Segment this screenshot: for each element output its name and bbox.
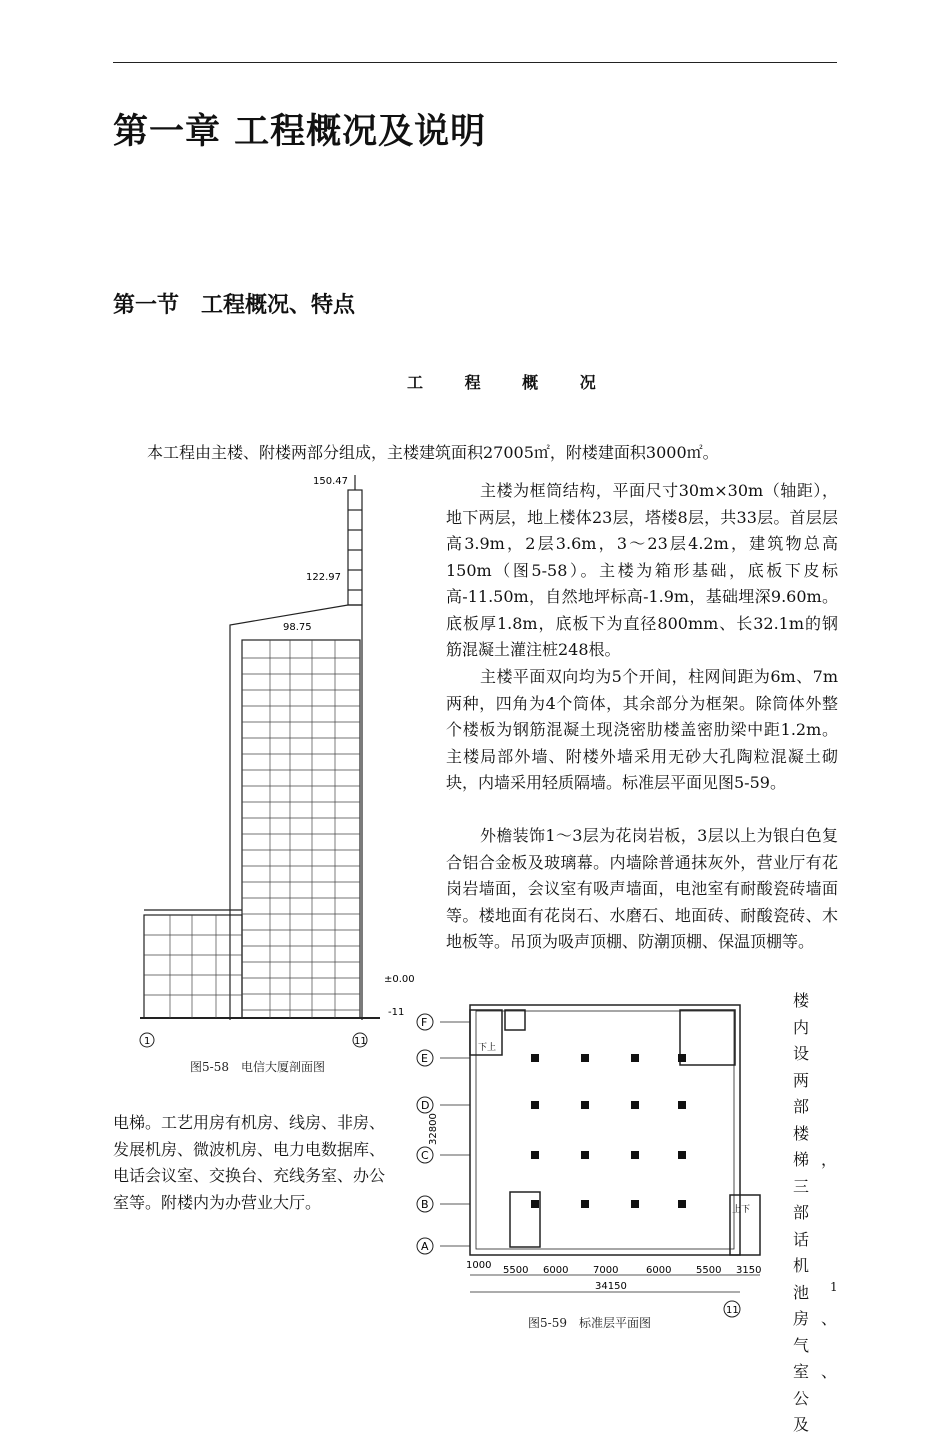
bay-dimension-label: 1000 (466, 1260, 492, 1271)
plan-column (631, 1200, 639, 1208)
elev-tower-label: 122.97 (306, 572, 341, 583)
lift-core-n (505, 1010, 525, 1030)
row-axis-label: C (421, 1149, 429, 1162)
plan-column (678, 1151, 686, 1159)
chapter-title: 第一章 工程概况及说明 (113, 111, 487, 152)
plan-column (531, 1200, 539, 1208)
row-axis-label: F (421, 1016, 428, 1029)
total-depth-label: 32800 (428, 1113, 439, 1145)
plan-column (581, 1200, 589, 1208)
header-rule (113, 62, 837, 63)
plan-column (678, 1200, 686, 1208)
main-tower (242, 640, 360, 1018)
plan-column (678, 1101, 686, 1109)
axis-label-11: 11 (354, 1036, 367, 1047)
plan-column (581, 1101, 589, 1109)
axis-label-11-plan: 11 (726, 1305, 739, 1316)
stair-label-se: 上下 (732, 1205, 751, 1215)
right-column-fragment: 楼内设两部楼梯，三部话机池房、气室、公及 (793, 991, 850, 1434)
axis-label-1: 1 (144, 1036, 151, 1047)
bay-dimension-label: 7000 (593, 1265, 619, 1276)
plan-column (531, 1054, 539, 1062)
plan-column (581, 1151, 589, 1159)
elev-ground-label: ±0.00 (384, 974, 415, 985)
row-axis-label: B (421, 1198, 429, 1211)
core-ne (680, 1010, 735, 1065)
left-column-fragment: 电梯。工艺用房有机房、线房、非房、发展机房、微波机房、电力电数据库、电话会议室、交换台、充线务室、办公室等。附楼内为办营业大厅。 (113, 1113, 386, 1212)
elev-roof-label: 98.75 (283, 622, 312, 633)
figure-5-58-caption: 图5-58 电信大厦剖面图 (190, 1060, 325, 1074)
bay-dimension-label: 5500 (696, 1265, 722, 1276)
elev-top-label: 150.47 (313, 476, 348, 487)
bay-dimension-label: 6000 (646, 1265, 672, 1276)
tower-spire (348, 490, 362, 605)
plan-column (631, 1054, 639, 1062)
figure-5-59-caption: 图5-59 标准层平面图 (528, 1316, 651, 1330)
plan-column (531, 1101, 539, 1109)
page-number: 1 (830, 1280, 838, 1294)
intro-paragraph: 本工程由主楼、附楼两部分组成，主楼建筑面积27005㎡，附楼建面积3000㎡。 (147, 443, 719, 462)
elev-base-label: -11 (388, 1007, 405, 1018)
stair-core-se (730, 1195, 760, 1255)
floor-plan-figure (410, 1000, 770, 1320)
podium-block (144, 915, 242, 1018)
plan-column (581, 1054, 589, 1062)
paragraph-finishes: 外檐装饰1～3层为花岗岩板，3层以上为银白色复合铝合金板及玻璃幕。内墙除普通抹灰外，营业厅有花岗岩墙面，会议室有吸声墙面，电池室有耐酸瓷砖墙面等。楼地面有花岗石、水磨石、地面砖、耐酸瓷砖、木地板等。吊顶为吸声顶棚、防潮顶棚、保温顶棚等。 (446, 826, 838, 951)
bay-dimension-label: 3150 (736, 1265, 762, 1276)
plan-column (678, 1054, 686, 1062)
total-width-label: 34150 (595, 1281, 627, 1292)
row-axis-label: D (421, 1099, 430, 1112)
subsection-title: 工 程 概 况 (407, 373, 614, 392)
plan-column (631, 1151, 639, 1159)
paragraph-layout: 主楼平面双向均为5个开间，柱网间距为6m、7m两种，四角为4个筒体，其余部分为框架。除筒体外整个楼板为钢筋混凝土现浇密肋楼盖密肋梁中距1.2m。主楼局部外墙、附楼外墙采用无砂大孔陶粒混凝土砌块，内墙采用轻质隔墙。标准层平面见图5-59。 (446, 667, 838, 792)
bay-dimension-label: 6000 (543, 1265, 569, 1276)
section-title: 第一节 工程概况、特点 (113, 292, 356, 318)
section-drawing-figure (130, 470, 415, 1050)
plan-column (531, 1151, 539, 1159)
row-axis-label: A (421, 1240, 429, 1253)
paragraph-structure: 主楼为框筒结构，平面尺寸30m×30m（轴距），地下两层，地上楼体23层，塔楼8层，共33层。首层层高3.9m，2层3.6m，3～23层4.2m，建筑物总高150m（图5-58）。主楼为箱形基础，底板下皮标高-11.50m，自然地坪标高-1.9m，基础埋深9.60m。底板厚1.8m，底板下为直径800mm、长32.1m的钢筋混凝土灌注桩248根。 (446, 481, 838, 659)
row-axis-label: E (421, 1052, 428, 1065)
plan-column (631, 1101, 639, 1109)
stair-label-nw: 下上 (478, 1043, 497, 1053)
bay-dimension-label: 5500 (503, 1265, 529, 1276)
